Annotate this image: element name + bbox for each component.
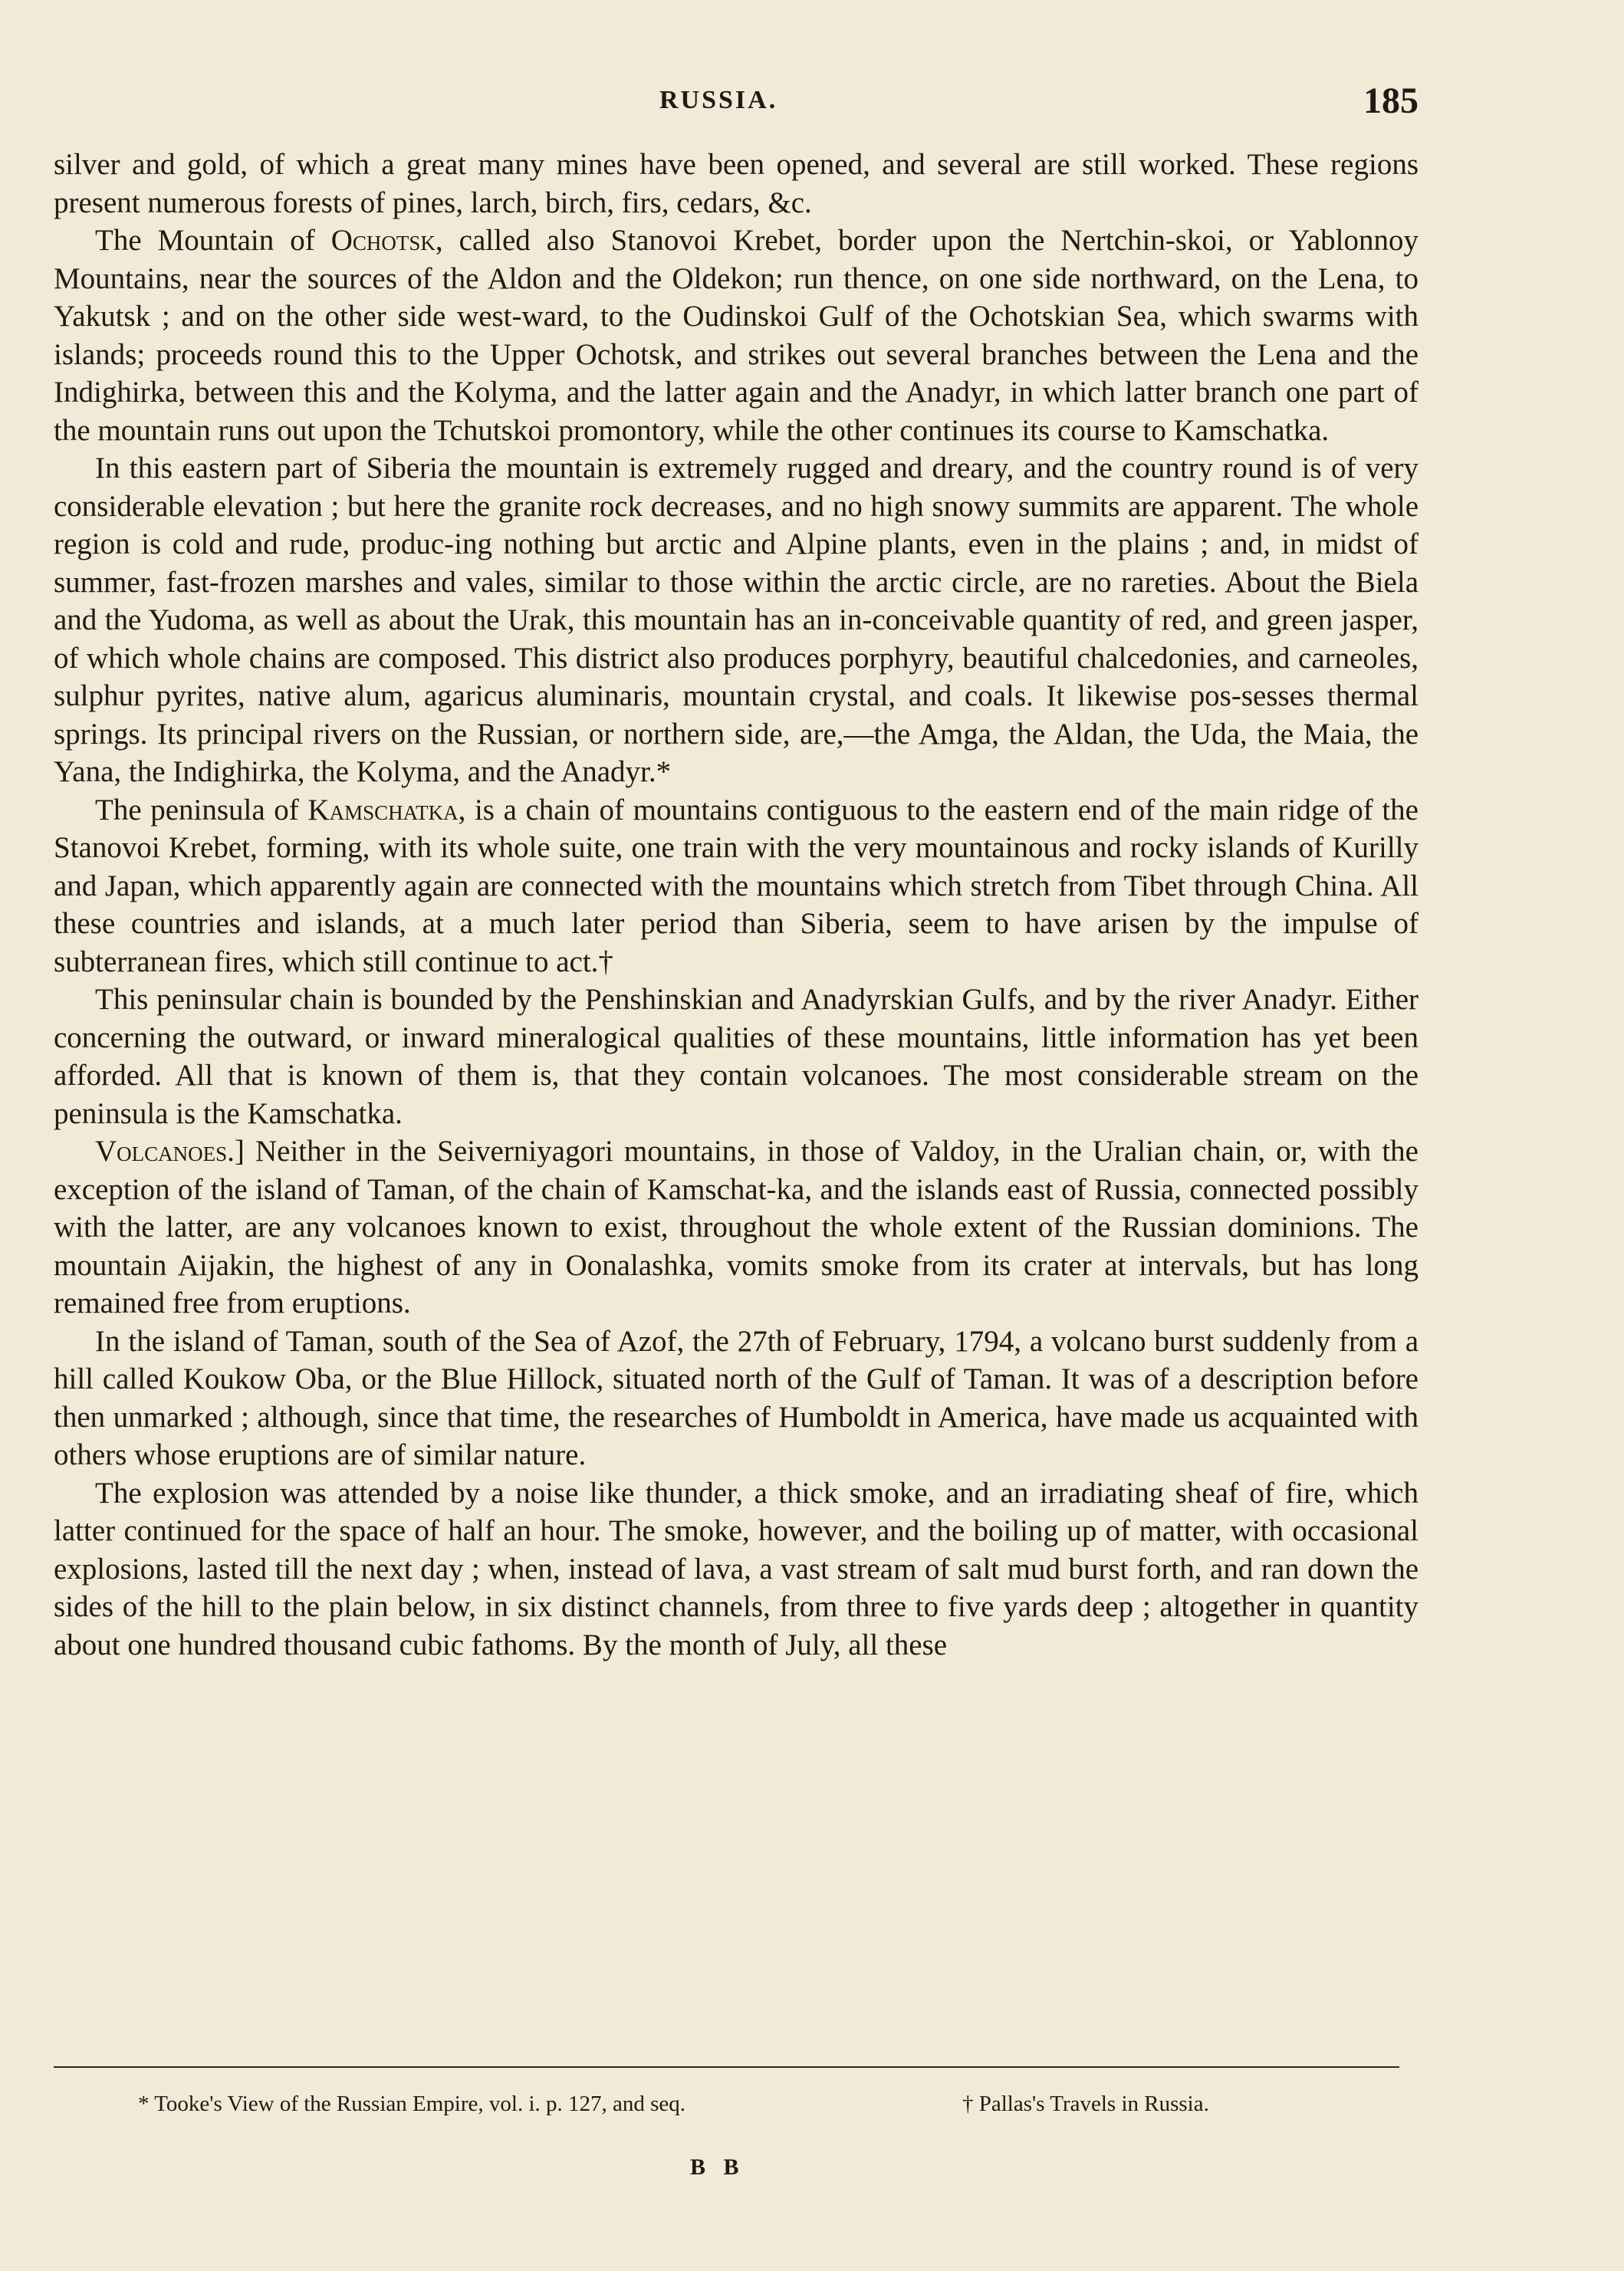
running-head: [54, 81, 1419, 132]
page-number: 185: [1363, 81, 1419, 121]
section-term: Ochotsk: [330, 224, 436, 257]
footnote-pallas: † Pallas's Travels in Russia.: [962, 2092, 1209, 2116]
paragraph-text: This peninsular chain is bounded by the Penshinskian and Anadyrskian Gulfs, and by the river Anadyr. Either concerning the outward, or inward mineralogical qualities of these mountains, little information has yet been afforded. All that is known of them is, that they contain volcanoes. The most considerable stream on the peninsula is the Kamschatka.: [54, 983, 1419, 1130]
paragraph-text: The peninsula of: [95, 793, 308, 827]
paragraph-text: silver and gold, of which a great many mines have been opened, and several are still worked. These regions present numerous forests of pines, larch, birch, firs, cedars, &c.: [54, 148, 1419, 219]
paragraph: [54, 1323, 1419, 1474]
paragraph-text: Neither in the Seiverniyagori mountains, in those of Valdoy, in the Uralian chain, or, with the exception of the island of Taman, of the chain of Kamschat-ka, and the islands east of Russia, connected possibly with the latter, are any volcanoes known to exist, throughout the whole extent of the Russian dominions. The mountain Aijakin, the highest of any in Oonalashka, vomits smoke from its crater at intervals, but has long remained free from eruptions.: [54, 1135, 1419, 1320]
paragraph: [54, 222, 1419, 449]
paragraph: [54, 981, 1419, 1132]
body-text: [54, 146, 1419, 1664]
footnote-tooke: * Tooke's View of the Russian Empire, vol. i. p. 127, and seq.: [138, 2092, 686, 2116]
section-term: Volcanoes.]: [95, 1135, 245, 1168]
paragraph: [54, 449, 1419, 791]
paragraph: [54, 791, 1419, 981]
paragraph: [54, 146, 1419, 222]
running-title: RUSSIA.: [659, 86, 778, 114]
paragraph: [54, 1132, 1419, 1323]
paragraph-text: , is a chain of mountains contiguous to the eastern end of the main ridge of the Stanovoi Krebet, forming, with its whole suite, one train with the very mountainous and rocky islands of Kurilly and Japan, which apparently again are connected with the mountains which stretch from Tibet through China. All these countries and islands, at a much later period than Siberia, seem to have arisen by the impulse of subterranean fires, which still continue to act.†: [54, 793, 1419, 978]
section-term: Kamschatka: [307, 793, 459, 827]
paragraph-text: In this eastern part of Siberia the mountain is extremely rugged and dreary, and the country round is of very considerable elevation ; but here the granite rock decreases, and no high snowy summits are apparent. The whole region is cold and rude, produc-ing nothing but arctic and Alpine plants, even in the plains ; and, in midst of summer, fast-frozen marshes and vales, similar to those within the arctic circle, are no rareties. About the Biela and the Yudoma, as well as about the Urak, this mountain has an in-conceivable quantity of red, and green jasper, of which whole chains are composed. This district also produces porphyry, beautiful chalcedonies, and carneoles, sulphur pyrites, native alum, agaricus aluminaris, mountain crystal, and coals. It likewise pos-sesses thermal springs. Its principal rivers on the Russian, or northern side, are,—the Amga, the Aldan, the Uda, the Maia, the Yana, the Indighirka, the Kolyma, and the Anadyr.*: [54, 452, 1419, 788]
footnotes: [54, 2092, 1419, 2130]
footnote-rule: [54, 2066, 1399, 2068]
paragraph-text: In the island of Taman, south of the Sea of Azof, the 27th of February, 1794, a volcano burst suddenly from a hill called Koukow Oba, or the Blue Hillock, situated north of the Gulf of Taman. It was of a description before then unmarked ; although, since that time, the researches of Humboldt in America, have made us acquainted with others whose eruptions are of similar nature.: [54, 1324, 1419, 1471]
paragraph-text: , called also Stanovoi Krebet, border upon the Nertchin-skoi, or Yablonnoy Mountains, near the sources of the Aldon and the Oldekon; run thence, on one side northward, on the Lena, to Yakutsk ; and on the other side west-ward, to the Oudinskoi Gulf of the Ochotskian Sea, which swarms with islands; proceeds round this to the Upper Ochotsk, and strikes out several branches between the Lena and the Indighirka, between this and the Kolyma, and the latter again and the Anadyr, in which latter branch one part of the mountain runs out upon the Tchutskoi promontory, while the other continues its course to Kamschatka.: [54, 224, 1419, 447]
paragraph: [54, 1474, 1419, 1665]
signature-mark: B B: [690, 2154, 745, 2180]
paragraph-text: The explosion was attended by a noise like thunder, a thick smoke, and an irradiating sheaf of fire, which latter continued for the space of half an hour. The smoke, however, and the boiling up of matter, with occasional explosions, lasted till the next day ; when, instead of lava, a vast stream of salt mud burst forth, and ran down the sides of the hill to the plain below, in six distinct channels, from three to five yards deep ; altogether in quantity about one hundred thousand cubic fathoms. By the month of July, all these: [54, 1476, 1419, 1661]
paragraph-text: The Mountain of: [95, 224, 331, 257]
